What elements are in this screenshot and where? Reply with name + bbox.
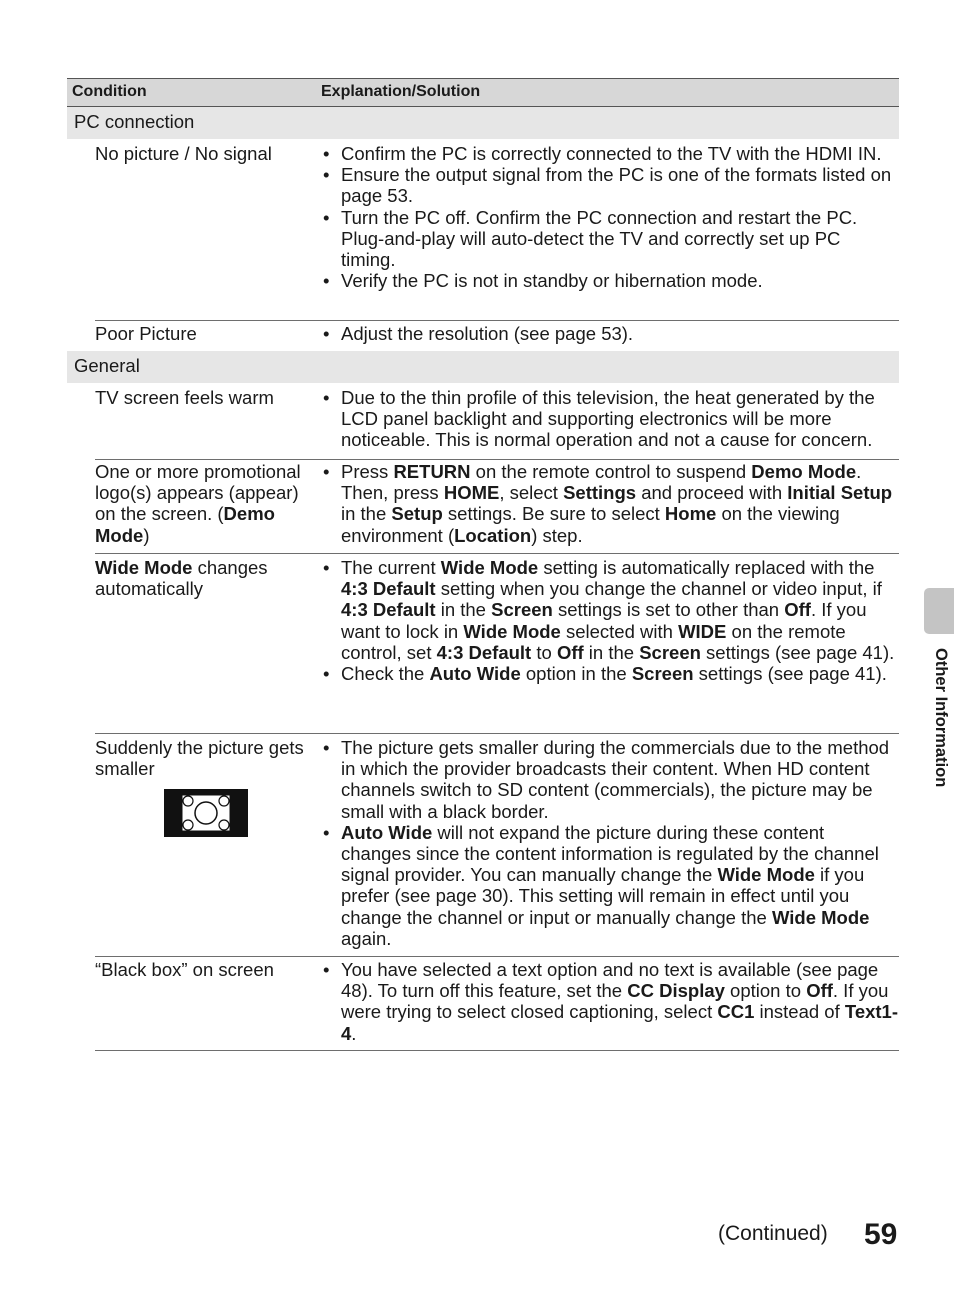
explanation-cell (323, 737, 899, 949)
table-row (95, 557, 899, 734)
condition-cell: TV screen feels warm (95, 387, 274, 408)
text-run: ) (143, 524, 150, 546)
text-run-bold: CC1 (717, 1001, 755, 1023)
text-run-bold: Off (784, 599, 811, 621)
text-run: selected with (560, 620, 679, 642)
bullet-item: • Turn the PC off. Confirm the PC connection and restart the PC. Plug-and-play will auto-detect the TV and correctly set up PC timing. (323, 207, 899, 271)
text-run: in the (341, 503, 392, 525)
condition-cell (95, 737, 310, 779)
text-run-bold: Off (806, 980, 833, 1002)
text-run-bold: 4:3 Default (341, 599, 436, 621)
text-run-bold: Home (664, 503, 717, 525)
text-run-bold: Location (454, 524, 532, 546)
bullet-item (323, 663, 899, 684)
text-run-bold: WIDE (678, 620, 727, 642)
bullet-item (323, 959, 899, 1044)
text-run-bold: RETURN (393, 461, 471, 482)
continued-label: (Continued) (718, 1222, 828, 1245)
text-run: on the remote control to suspend (470, 461, 752, 482)
text-run: , select (499, 482, 564, 504)
text-run-bold: Wide Mode (95, 557, 193, 578)
table-header (67, 78, 899, 107)
bullet-item: • Ensure the output signal from the PC is one of the formats listed on page 53. (323, 164, 899, 206)
explanation-column-header: Explanation/Solution (321, 83, 481, 100)
text-run-bold: Initial Setup (787, 482, 893, 504)
bullet-item: • Due to the thin profile of this television, the heat generated by the LCD panel backlight and supporting electronics will be more noticeable. This is normal operation and not a cause for concern. (323, 387, 899, 451)
table-row (95, 387, 899, 460)
text-run-bold: Demo Mode (751, 461, 857, 482)
text-run: in the (435, 599, 492, 621)
text-run: . If you were trying to select closed captioning, select (341, 980, 889, 1023)
text-run-bold: Wide Mode (717, 864, 815, 886)
condition-cell: Poor Picture (95, 323, 197, 344)
condition-cell: “Black box” on screen (95, 959, 274, 980)
section-title: General (74, 355, 140, 376)
text-run: The picture gets smaller during the commercials due to the method in which the provider broadcasts their content. When HD content channels switch to SD content (commercials), the picture may be small with a black border. (341, 737, 890, 822)
page-number: 59 (864, 1218, 898, 1251)
text-run: settings. Be sure to select (442, 503, 665, 525)
explanation-cell (323, 143, 899, 291)
condition-cell (95, 461, 310, 546)
text-run: in the (583, 641, 640, 663)
explanation-cell (323, 387, 899, 451)
text-run: again. (341, 927, 392, 949)
text-run: changes automatically (95, 557, 268, 600)
text-run: . (351, 1022, 357, 1044)
text-run: instead of (754, 1001, 845, 1023)
bullet-item: • Confirm the PC is correctly connected to the TV with the HDMI IN. (323, 143, 899, 164)
text-run: ) step. (531, 524, 583, 546)
bullet-item (323, 822, 899, 949)
picture-in-black-border-icon (164, 789, 248, 837)
text-run-bold: Text1-4 (341, 1001, 899, 1044)
text-run-bold: Auto Wide (341, 821, 433, 843)
explanation-cell (323, 323, 899, 344)
table-row (95, 461, 899, 554)
table-row (95, 959, 899, 1051)
explanation-cell (323, 959, 899, 1044)
text-run-bold: Settings (563, 482, 637, 504)
text-run-bold: Off (556, 641, 584, 663)
text-run: settings (see page 41). (693, 663, 887, 685)
text-run: if you prefer (see page 30). This setting will remain in effect until you change the channel or input or manually change the (341, 864, 865, 928)
text-run: Check the (341, 663, 430, 685)
bullet-item: • Verify the PC is not in standby or hibernation mode. (323, 270, 899, 291)
text-run-bold: Setup (391, 503, 443, 525)
section-tab (924, 588, 954, 634)
text-run-bold: Wide Mode (463, 620, 561, 642)
text-run-bold: Screen (631, 663, 694, 685)
section-title: PC connection (74, 111, 195, 132)
text-run: settings (see page 41). (700, 641, 895, 663)
explanation-cell (323, 557, 899, 684)
table-row (95, 737, 899, 957)
text-run: on the remote control, set (341, 620, 846, 663)
text-run-bold: Screen (639, 641, 701, 663)
text-run-bold: HOME (443, 482, 500, 504)
text-run-bold: Screen (491, 599, 553, 621)
text-run: setting when you change the channel or video input, if (435, 578, 882, 600)
text-run-bold: Demo Mode (95, 503, 275, 546)
explanation-cell (323, 461, 899, 546)
text-run: and proceed with (636, 482, 788, 504)
side-label-text: Other Information (932, 648, 950, 788)
condition-cell (95, 557, 310, 599)
text-run: The current (341, 557, 441, 578)
text-run: on the viewing environment ( (341, 503, 840, 546)
text-run-bold: 4:3 Default (341, 578, 436, 600)
section-general (67, 351, 899, 383)
text-run-bold: Wide Mode (771, 906, 870, 928)
text-run: settings is set to other than (552, 599, 785, 621)
text-run-bold: Wide Mode (440, 557, 539, 578)
text-run: setting is automatically replaced with the (538, 557, 875, 578)
text-run-bold: CC Display (627, 980, 725, 1002)
condition-column-header: Condition (72, 83, 147, 100)
text-run: option to (724, 980, 807, 1002)
text-run: to (531, 641, 557, 663)
bullet-item (323, 461, 899, 546)
bullet-item (323, 557, 899, 663)
text-run: . If you want to lock in (341, 599, 867, 642)
text-run: Suddenly the picture gets smaller (95, 737, 304, 780)
text-run: You have selected a text option and no text is available (see page 48). To turn off this feature, set the (341, 959, 879, 1002)
text-run: will not expand the picture during these content changes since the content information is regulated by the channel signal provider. You can manually change the (341, 821, 879, 886)
condition-cell: No picture / No signal (95, 143, 272, 164)
table-row (95, 323, 899, 351)
text-run-bold: 4:3 Default (436, 641, 532, 663)
text-run: . Then, press (341, 461, 862, 504)
section-pc-connection (67, 107, 899, 139)
table-row (95, 143, 899, 321)
text-run: One or more promotional logo(s) appears (appear) on the screen. ( (95, 461, 301, 525)
bullet-item (323, 737, 899, 822)
bullet-item: • Adjust the resolution (see page 53). (323, 323, 899, 344)
text-run-bold: Auto Wide (429, 663, 521, 685)
text-run: Press (341, 461, 394, 482)
text-run: option in the (520, 663, 632, 685)
